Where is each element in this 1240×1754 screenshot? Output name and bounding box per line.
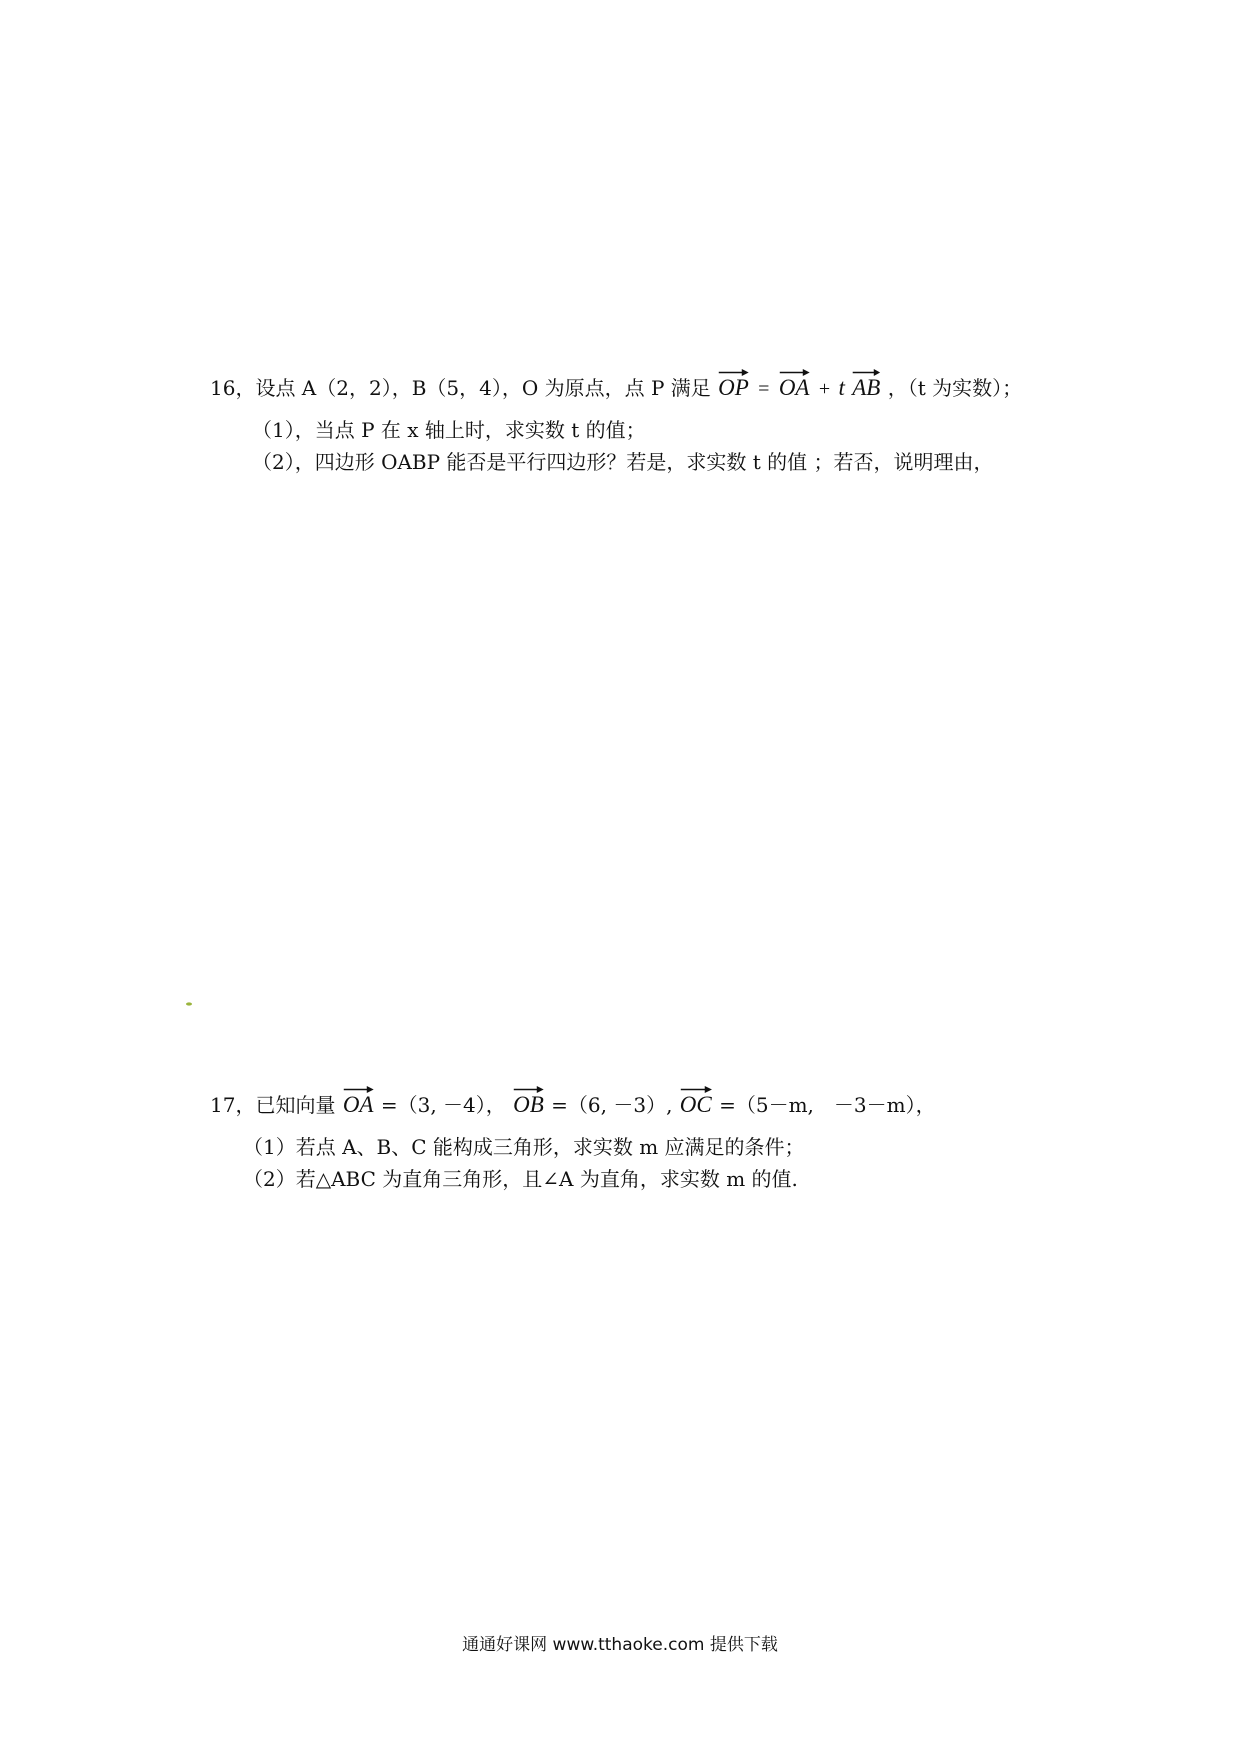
vector-arrow-icon [852, 368, 880, 377]
page-footer: 通通好课网 www.tthaoke.com 提供下载 [462, 1635, 778, 1655]
question-17-part-1: （1）若点 A、B、C 能构成三角形，求实数 m 应满足的条件； [243, 1135, 805, 1159]
vector-OP-label: OP [718, 375, 749, 400]
q16-title-suffix: ，（t 为实数）； [887, 376, 1023, 400]
vector-OC [680, 1085, 712, 1119]
question-17-stem [210, 1085, 936, 1119]
q16-title-prefix: 16，设点 A（2，2），B（5，4），O 为原点，点 P 满足 [210, 376, 711, 400]
question-16-stem [210, 368, 1022, 403]
question-16-part-2: （2），四边形 OABP 能否是平行四边形？若是，求实数 t 的值 ；若否，说明理由， [252, 450, 994, 474]
scan-speck-icon [186, 1002, 192, 1006]
vector-OB [513, 1085, 544, 1119]
vector-OB-label: OB [513, 1092, 544, 1117]
vector-OA-label: OA [342, 1092, 374, 1117]
vector-arrow-icon [779, 368, 810, 377]
vector-OB-value: =（6, －3）, [551, 1093, 673, 1117]
vector-OA [343, 1085, 374, 1119]
vector-arrow-icon [343, 1085, 374, 1094]
q17-title-prefix: 17，已知向量 [210, 1093, 336, 1117]
vector-OC-value: =（5－m, －3－m）， [719, 1093, 936, 1117]
vector-OC-label: OC [679, 1092, 712, 1117]
vector-OA-label: OA [778, 375, 810, 400]
vector-arrow-icon [513, 1085, 544, 1094]
vector-OP [718, 368, 749, 402]
scalar-t: t [838, 375, 845, 400]
vector-OA [779, 368, 810, 402]
vector-AB-label: AB [852, 375, 881, 400]
vector-AB [852, 368, 880, 402]
vector-OA-value: =（3, －4）， [380, 1093, 506, 1117]
equals-sign: = [758, 378, 770, 400]
vector-arrow-icon [680, 1085, 712, 1094]
question-17-part-2: （2）若△ABC 为直角三角形，且∠A 为直角，求实数 m 的值. [243, 1167, 798, 1191]
vector-arrow-icon [718, 368, 749, 377]
plus-sign: + [818, 378, 831, 400]
question-16-part-1: （1），当点 P 在 x 轴上时，求实数 t 的值； [252, 418, 646, 442]
